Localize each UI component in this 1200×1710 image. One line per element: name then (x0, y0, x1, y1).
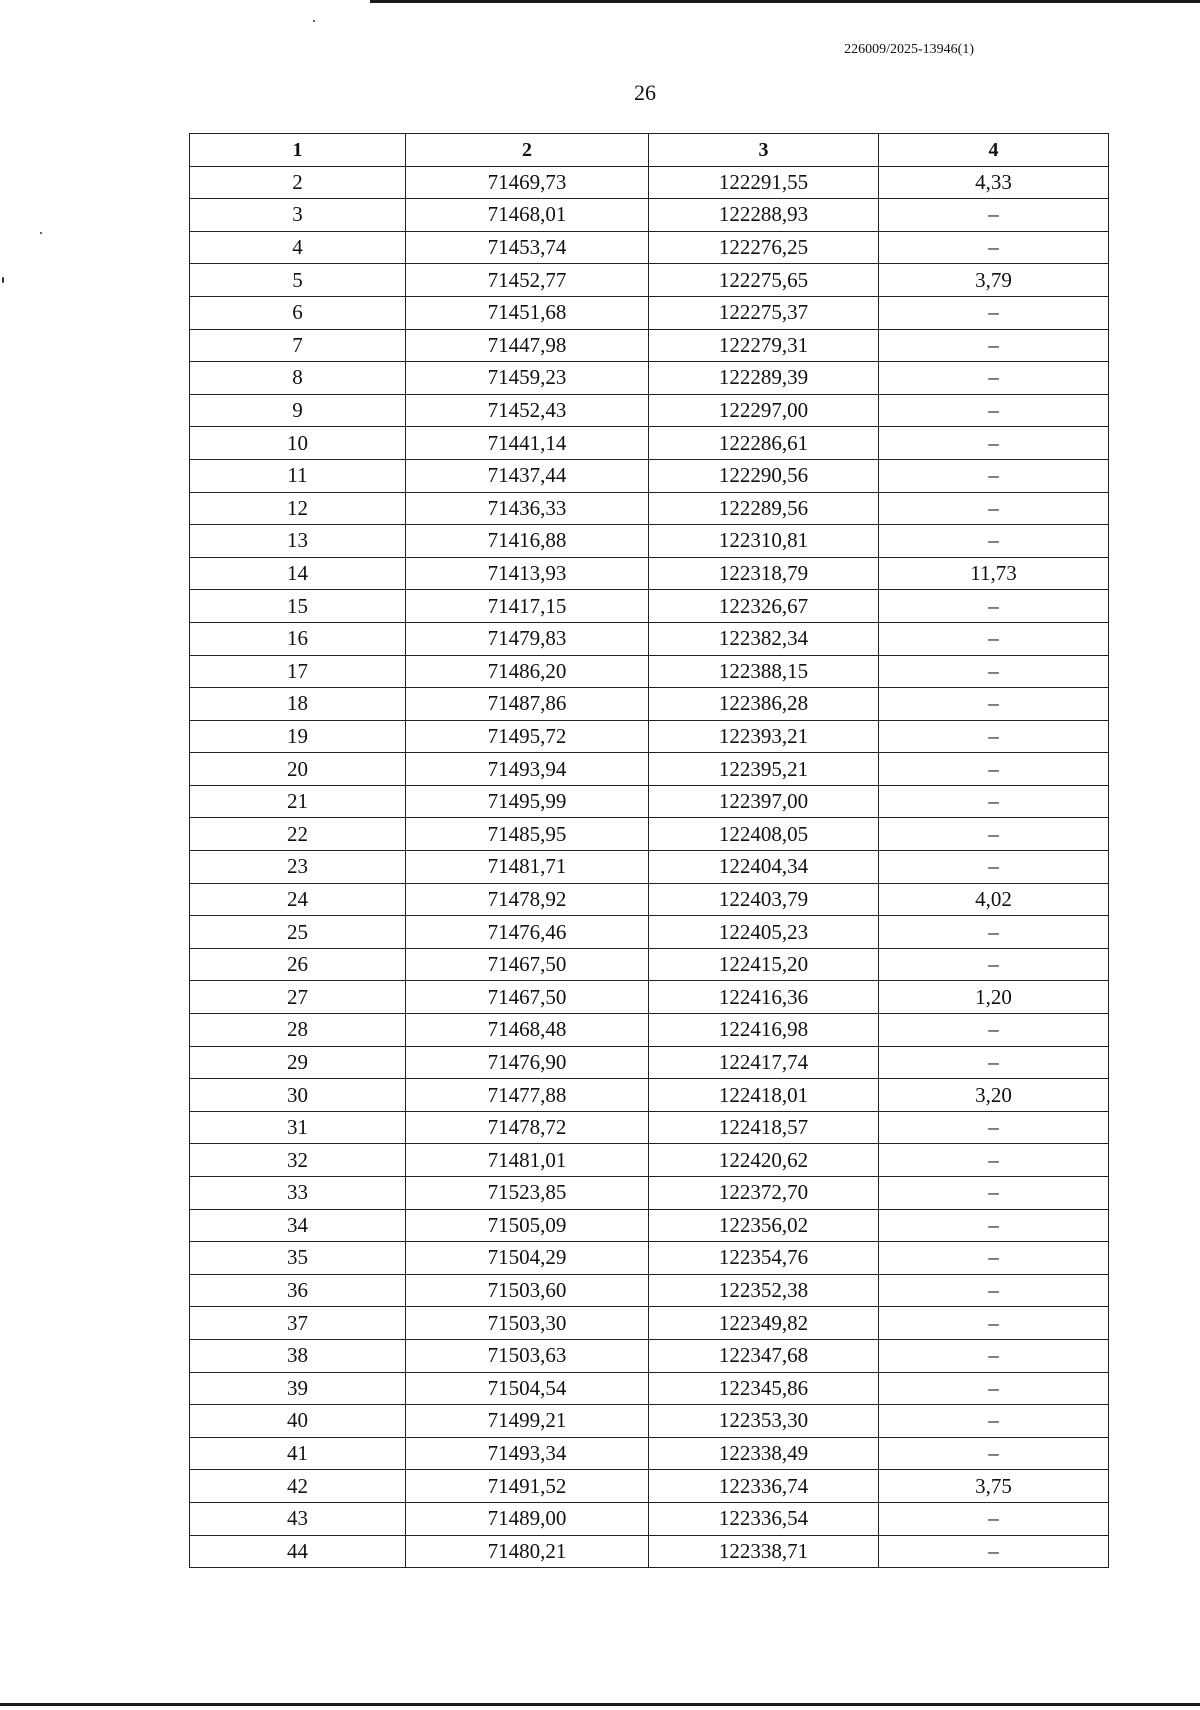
table-row (190, 688, 1109, 721)
table-cell: – (879, 1502, 1109, 1535)
bottom-scan-rule (0, 1703, 1200, 1706)
table-row (190, 394, 1109, 427)
table-cell: 5 (190, 264, 406, 297)
table-cell: 122352,38 (649, 1274, 879, 1307)
table-cell: 42 (190, 1470, 406, 1503)
table-cell: 8 (190, 362, 406, 395)
table-cell: 122289,39 (649, 362, 879, 395)
table-cell: 43 (190, 1502, 406, 1535)
table-cell: 36 (190, 1274, 406, 1307)
table-cell: 25 (190, 916, 406, 949)
table-cell: – (879, 720, 1109, 753)
table-cell: 10 (190, 427, 406, 460)
table-cell: 34 (190, 1209, 406, 1242)
table-cell: 122326,67 (649, 590, 879, 623)
table-row (190, 818, 1109, 851)
table-row (190, 1405, 1109, 1438)
table-cell: 37 (190, 1307, 406, 1340)
table-cell: 122310,81 (649, 525, 879, 558)
table-cell: 3,79 (879, 264, 1109, 297)
table-row (190, 1046, 1109, 1079)
table-cell: 16 (190, 622, 406, 655)
table-cell: 27 (190, 981, 406, 1014)
table-cell: 71481,71 (406, 851, 649, 884)
table-cell: 122417,74 (649, 1046, 879, 1079)
table-cell: 71495,72 (406, 720, 649, 753)
table-cell: 122288,93 (649, 199, 879, 232)
table-cell: – (879, 1111, 1109, 1144)
table-cell: 71489,00 (406, 1502, 649, 1535)
table-cell: 122275,65 (649, 264, 879, 297)
table-row (190, 622, 1109, 655)
table-cell: 3,20 (879, 1079, 1109, 1112)
table-cell: 122290,56 (649, 459, 879, 492)
table-cell: 122372,70 (649, 1177, 879, 1210)
table-cell: – (879, 590, 1109, 623)
table-cell: 44 (190, 1535, 406, 1568)
table-cell: 122395,21 (649, 753, 879, 786)
table-row (190, 1209, 1109, 1242)
table-row (190, 329, 1109, 362)
table-cell: 31 (190, 1111, 406, 1144)
table-cell: 71486,20 (406, 655, 649, 688)
table-cell: – (879, 329, 1109, 362)
table-cell: – (879, 916, 1109, 949)
table-cell: 22 (190, 818, 406, 851)
table-cell: 122275,37 (649, 296, 879, 329)
table-cell: 122276,25 (649, 231, 879, 264)
table-row (190, 166, 1109, 199)
table-cell: 122397,00 (649, 785, 879, 818)
table-cell: – (879, 1274, 1109, 1307)
table-cell: – (879, 459, 1109, 492)
table-row (190, 916, 1109, 949)
table-cell: – (879, 1242, 1109, 1275)
table-cell: 122289,56 (649, 492, 879, 525)
table-row (190, 427, 1109, 460)
column-header: 4 (879, 134, 1109, 167)
table-row (190, 1470, 1109, 1503)
table-cell: – (879, 1014, 1109, 1047)
table-cell: 71452,43 (406, 394, 649, 427)
table-cell: 71491,52 (406, 1470, 649, 1503)
table-cell: – (879, 394, 1109, 427)
table-cell: 122418,01 (649, 1079, 879, 1112)
table-cell: 122388,15 (649, 655, 879, 688)
table-cell: 71436,33 (406, 492, 649, 525)
table-row (190, 1242, 1109, 1275)
table-cell: 71467,50 (406, 948, 649, 981)
table-cell: – (879, 785, 1109, 818)
scan-speck (313, 20, 315, 22)
table-cell: 122420,62 (649, 1144, 879, 1177)
table-cell: 12 (190, 492, 406, 525)
table-cell: 32 (190, 1144, 406, 1177)
table-cell: 38 (190, 1339, 406, 1372)
table-cell: 4 (190, 231, 406, 264)
coordinates-table (189, 133, 1109, 1568)
table-cell: 4,33 (879, 166, 1109, 199)
table-cell: – (879, 492, 1109, 525)
table-cell: 122345,86 (649, 1372, 879, 1405)
table-cell: 71452,77 (406, 264, 649, 297)
table-cell: 6 (190, 296, 406, 329)
table-cell: 122405,23 (649, 916, 879, 949)
table-cell: 122318,79 (649, 557, 879, 590)
table-cell: – (879, 199, 1109, 232)
table-cell: 11 (190, 459, 406, 492)
table-cell: 39 (190, 1372, 406, 1405)
table-cell: 71451,68 (406, 296, 649, 329)
table-cell: 122338,49 (649, 1437, 879, 1470)
table-cell: 1,20 (879, 981, 1109, 1014)
table-cell: 71416,88 (406, 525, 649, 558)
table-cell: – (879, 1209, 1109, 1242)
table-cell: – (879, 1339, 1109, 1372)
table-cell: 30 (190, 1079, 406, 1112)
table-cell: 33 (190, 1177, 406, 1210)
table-row (190, 785, 1109, 818)
table-cell: 71485,95 (406, 818, 649, 851)
scan-speck (40, 232, 42, 234)
table-row (190, 1502, 1109, 1535)
table-cell: 71437,44 (406, 459, 649, 492)
table-cell: 3,75 (879, 1470, 1109, 1503)
table-cell: 122393,21 (649, 720, 879, 753)
table-cell: – (879, 1144, 1109, 1177)
table-cell: 122415,20 (649, 948, 879, 981)
table-row (190, 231, 1109, 264)
table-cell: 71469,73 (406, 166, 649, 199)
table-cell: 29 (190, 1046, 406, 1079)
table-cell: 40 (190, 1405, 406, 1438)
table-row (190, 1177, 1109, 1210)
table-cell: 71493,94 (406, 753, 649, 786)
table-cell: 122353,30 (649, 1405, 879, 1438)
table-cell: 71523,85 (406, 1177, 649, 1210)
table-cell: 71503,60 (406, 1274, 649, 1307)
table-cell: 71477,88 (406, 1079, 649, 1112)
table-cell: – (879, 1046, 1109, 1079)
document-reference: 226009/2025-13946(1) (844, 42, 974, 57)
table-cell: 71468,48 (406, 1014, 649, 1047)
table-cell: 20 (190, 753, 406, 786)
table-cell: – (879, 688, 1109, 721)
table-cell: 4,02 (879, 883, 1109, 916)
table-row (190, 720, 1109, 753)
table-cell: – (879, 655, 1109, 688)
table-cell: 41 (190, 1437, 406, 1470)
table-cell: 13 (190, 525, 406, 558)
table-row (190, 1079, 1109, 1112)
table-cell: – (879, 851, 1109, 884)
table-cell: 71480,21 (406, 1535, 649, 1568)
table-cell: 71453,74 (406, 231, 649, 264)
table-cell: 19 (190, 720, 406, 753)
table-cell: 122404,34 (649, 851, 879, 884)
table-cell: 71493,34 (406, 1437, 649, 1470)
table-cell: 17 (190, 655, 406, 688)
table-cell: – (879, 296, 1109, 329)
table-cell: 122418,57 (649, 1111, 879, 1144)
table-cell: – (879, 1372, 1109, 1405)
table-body (190, 166, 1109, 1568)
table-row (190, 1437, 1109, 1470)
table-cell: 122408,05 (649, 818, 879, 851)
table-cell: 122416,98 (649, 1014, 879, 1047)
table-row (190, 1111, 1109, 1144)
table-cell: 122403,79 (649, 883, 879, 916)
table-row (190, 264, 1109, 297)
table-cell: 21 (190, 785, 406, 818)
table-row (190, 655, 1109, 688)
table-cell: – (879, 231, 1109, 264)
table-cell: 122297,00 (649, 394, 879, 427)
table-cell: 71468,01 (406, 199, 649, 232)
table-cell: 71504,29 (406, 1242, 649, 1275)
table-row (190, 1274, 1109, 1307)
table-cell: 71503,30 (406, 1307, 649, 1340)
table-cell: – (879, 622, 1109, 655)
table-cell: 71459,23 (406, 362, 649, 395)
table-cell: 3 (190, 199, 406, 232)
top-scan-rule (370, 0, 1200, 3)
table-cell: 71505,09 (406, 1209, 649, 1242)
table-cell: – (879, 1405, 1109, 1438)
table-row (190, 753, 1109, 786)
table-cell: 35 (190, 1242, 406, 1275)
table-row (190, 557, 1109, 590)
table-cell: – (879, 525, 1109, 558)
table-cell: 122349,82 (649, 1307, 879, 1340)
table-row (190, 981, 1109, 1014)
table-cell: 71467,50 (406, 981, 649, 1014)
table-row (190, 1144, 1109, 1177)
table-cell: 71504,54 (406, 1372, 649, 1405)
column-header: 1 (190, 134, 406, 167)
table-cell: – (879, 1535, 1109, 1568)
table-cell: 122291,55 (649, 166, 879, 199)
table-cell: 23 (190, 851, 406, 884)
table-cell: 24 (190, 883, 406, 916)
table-cell: 2 (190, 166, 406, 199)
table-cell: 7 (190, 329, 406, 362)
table-cell: – (879, 362, 1109, 395)
table-cell: 71481,01 (406, 1144, 649, 1177)
table-row (190, 851, 1109, 884)
table-cell: 71417,15 (406, 590, 649, 623)
table-cell: 71447,98 (406, 329, 649, 362)
table-cell: – (879, 753, 1109, 786)
table-cell: 71478,92 (406, 883, 649, 916)
table-cell: 28 (190, 1014, 406, 1047)
table-cell: 11,73 (879, 557, 1109, 590)
table-cell: 122286,61 (649, 427, 879, 460)
table-cell: 122279,31 (649, 329, 879, 362)
table-row (190, 492, 1109, 525)
table-row (190, 1339, 1109, 1372)
table-row (190, 296, 1109, 329)
table-cell: 122356,02 (649, 1209, 879, 1242)
table-cell: 71476,46 (406, 916, 649, 949)
table-row (190, 1307, 1109, 1340)
table-cell: 71441,14 (406, 427, 649, 460)
table-cell: 9 (190, 394, 406, 427)
page-number: 26 (634, 80, 656, 105)
table-cell: 71476,90 (406, 1046, 649, 1079)
table-cell: – (879, 1437, 1109, 1470)
table-row (190, 883, 1109, 916)
table-cell: 71479,83 (406, 622, 649, 655)
table-row (190, 590, 1109, 623)
table-cell: – (879, 818, 1109, 851)
table-row (190, 199, 1109, 232)
table-cell: 14 (190, 557, 406, 590)
table-row (190, 362, 1109, 395)
column-header: 3 (649, 134, 879, 167)
table-cell: – (879, 1177, 1109, 1210)
column-header: 2 (406, 134, 649, 167)
table-cell: 122336,54 (649, 1502, 879, 1535)
table-row (190, 948, 1109, 981)
table-header-row (190, 134, 1109, 167)
table-cell: 71413,93 (406, 557, 649, 590)
table-cell: 122338,71 (649, 1535, 879, 1568)
table-cell: – (879, 427, 1109, 460)
table-row (190, 1014, 1109, 1047)
table-cell: 122336,74 (649, 1470, 879, 1503)
table-row (190, 459, 1109, 492)
table-cell: 71478,72 (406, 1111, 649, 1144)
table-cell: – (879, 1307, 1109, 1340)
table-row (190, 525, 1109, 558)
table-cell: 71487,86 (406, 688, 649, 721)
table-cell: 122354,76 (649, 1242, 879, 1275)
table-cell: 122347,68 (649, 1339, 879, 1372)
scan-speck (2, 277, 4, 283)
table-cell: 122386,28 (649, 688, 879, 721)
table-cell: 122416,36 (649, 981, 879, 1014)
table-cell: 71495,99 (406, 785, 649, 818)
table-cell: 18 (190, 688, 406, 721)
table-cell: 122382,34 (649, 622, 879, 655)
table-cell: 15 (190, 590, 406, 623)
table-cell: – (879, 948, 1109, 981)
table-row (190, 1372, 1109, 1405)
table-cell: 26 (190, 948, 406, 981)
table-cell: 71503,63 (406, 1339, 649, 1372)
table-cell: 71499,21 (406, 1405, 649, 1438)
table-row (190, 1535, 1109, 1568)
